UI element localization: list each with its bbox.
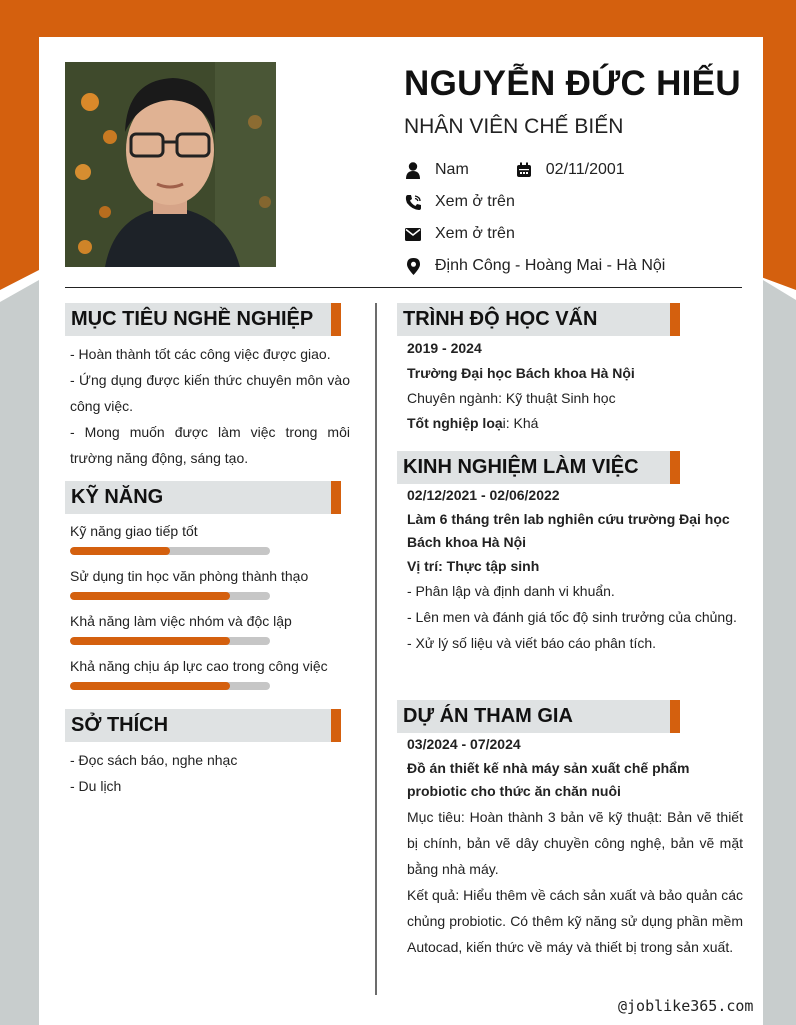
user-icon [404, 161, 422, 179]
column-divider [375, 303, 377, 995]
gender-birthdate-row [404, 159, 625, 181]
candidate-name: NGUYỄN ĐỨC HIẾU [404, 64, 741, 103]
education-period: 2019 - 2024 [407, 340, 482, 356]
education-grade [407, 411, 743, 436]
phone-icon [404, 193, 422, 211]
skill-level-fill [70, 592, 230, 600]
education-grade-value: i: Khá [502, 415, 539, 431]
address-value: Định Công - Hoàng Mai - Hà Nội [435, 257, 666, 274]
section-title: TRÌNH ĐỘ HỌC VẤN [403, 308, 598, 330]
education-major: Chuyên ngành: Kỹ thuật Sinh học [407, 390, 616, 406]
section-title: SỞ THÍCH [71, 714, 169, 736]
skill-level-fill [70, 547, 170, 555]
section-accent-tab [331, 709, 341, 742]
email-value: Xem ở trên [435, 225, 515, 242]
skill-level-bar [70, 682, 270, 690]
skill-level-bar [70, 637, 270, 645]
career-goal-item: - Hoàn thành tốt các công việc được giao. [70, 346, 331, 362]
section-title: KỸ NĂNG [71, 486, 164, 508]
career-goal-list [70, 341, 350, 471]
header-divider [65, 287, 742, 288]
section-title: DỰ ÁN THAM GIA [403, 705, 573, 727]
section-accent-tab [670, 303, 680, 336]
profile-photo [65, 62, 276, 267]
experience-task: - Xử lý số liệu và viết báo cáo phân tích. [407, 635, 657, 651]
section-header-education [397, 303, 680, 336]
career-goal-item: - Ứng dụng được kiến thức chuyên môn vào công việc. [70, 372, 350, 414]
section-header-skills [65, 481, 341, 514]
hobby-item: - Đọc sách báo, nghe nhạc [70, 752, 238, 768]
phone-row [404, 191, 515, 213]
gender-value: Nam [435, 161, 469, 178]
email-row [404, 223, 515, 245]
education-grade-label: Tốt nghiệp loạ [407, 415, 503, 431]
section-accent-tab [331, 303, 341, 336]
watermark: @joblike365.com [618, 997, 754, 1015]
experience-task: - Phân lập và định danh vi khuẩn. [407, 583, 615, 599]
skill-label: Sử dụng tin học văn phòng thành thạo [70, 568, 309, 584]
calendar-icon [515, 161, 533, 179]
hobbies-list [70, 747, 350, 799]
section-header-experience [397, 451, 680, 484]
section-header-hobbies [65, 709, 341, 742]
envelope-icon [404, 225, 422, 243]
experience-entry [407, 484, 743, 656]
birthdate-value: 02/11/2001 [545, 161, 625, 178]
skill-level-fill [70, 637, 230, 645]
career-goal-item: - Mong muốn được làm việc trong môi trường năng động, sáng tạo. [70, 424, 350, 466]
project-goal: Mục tiêu: Hoàn thành 3 bản vẽ kỹ thuật: Bản vẽ thiết bị chính, bản vẽ dây chuyền công nghệ, bản vẽ mặt bằng nhà máy. [407, 808, 743, 877]
phone-value: Xem ở trên [435, 193, 515, 210]
section-header-projects [397, 700, 680, 733]
skill-level-bar [70, 592, 270, 600]
experience-company: Làm 6 tháng trên lab nghiên cứu trường Đại học Bách khoa Hà Nội [407, 510, 730, 550]
project-entry [407, 733, 743, 960]
skill-level-fill [70, 682, 230, 690]
project-name: Đồ án thiết kế nhà máy sản xuất chế phẩm probiotic cho thức ăn chăn nuôi [407, 759, 690, 799]
education-entry [407, 336, 743, 436]
section-accent-tab [670, 451, 680, 484]
skill-label: Khả năng chịu áp lực cao trong công việc [70, 658, 328, 674]
section-accent-tab [670, 700, 680, 733]
job-title: NHÂN VIÊN CHẾ BIẾN [404, 115, 624, 138]
section-accent-tab [331, 481, 341, 514]
experience-period: 02/12/2021 - 02/06/2022 [407, 487, 560, 503]
address-row [404, 255, 665, 277]
education-school: Trường Đại học Bách khoa Hà Nội [407, 365, 635, 381]
skill-label: Khả năng làm việc nhóm và độc lập [70, 613, 292, 629]
hobby-item: - Du lịch [70, 778, 122, 794]
experience-task: - Lên men và đánh giá tốc độ sinh trưởng của chủng. [407, 609, 737, 625]
experience-position: Vị trí: Thực tập sinh [407, 557, 540, 574]
project-result: Kết quả: Hiểu thêm về cách sản xuất và bảo quản các chủng probiotic. Có thêm kỹ năng sử dụng phần mềm Autocad, kiến thức về máy và thiết bị trong sản xuất. [407, 886, 743, 955]
section-header-career-goal [65, 303, 341, 336]
map-pin-icon [404, 257, 422, 275]
skill-label: Kỹ năng giao tiếp tốt [70, 523, 198, 539]
section-title: KINH NGHIỆM LÀM VIỆC [403, 456, 639, 478]
project-period: 03/2024 - 07/2024 [407, 736, 521, 752]
section-title: MỤC TIÊU NGHỀ NGHIỆP [71, 308, 314, 330]
skill-level-bar [70, 547, 270, 555]
